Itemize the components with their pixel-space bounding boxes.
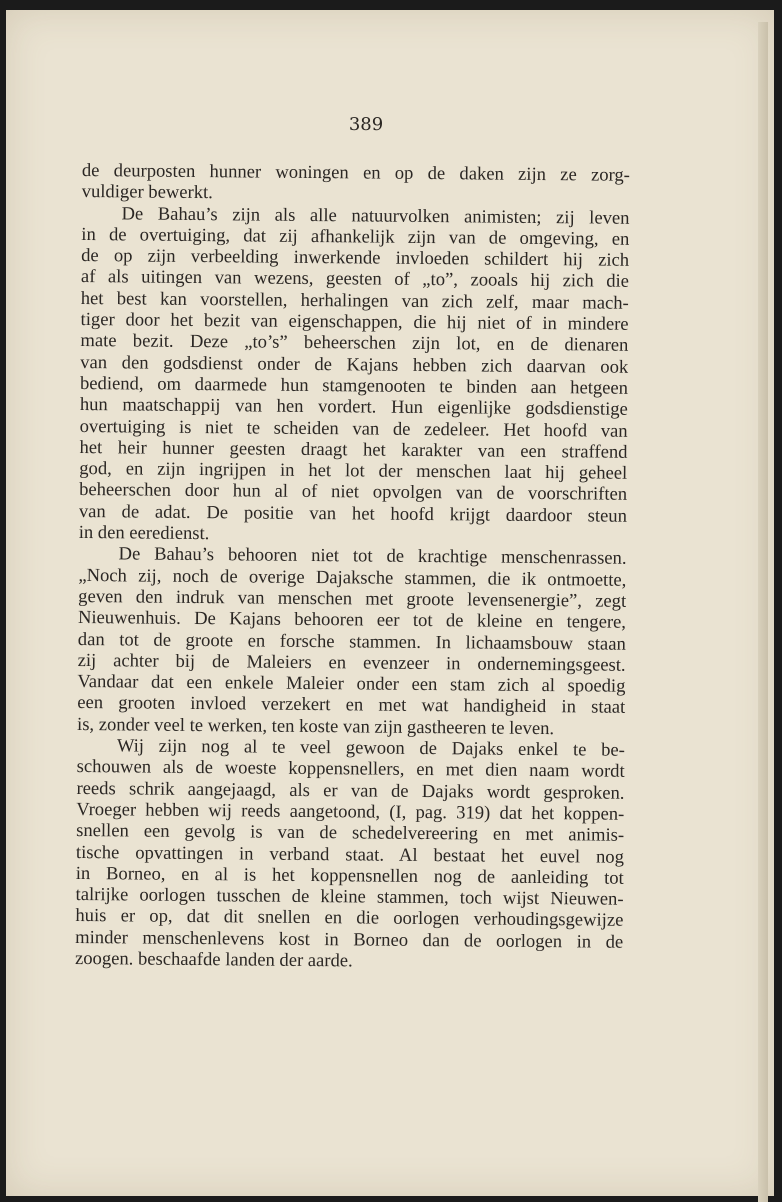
text-line: snellen een gevolg is van de schedelvereering en met animis- [76,820,625,846]
text-line: dan tot de groote en forsche stammen. In lichaamsbouw staan [77,628,626,655]
text-line: de op zijn verbeelding inwerkende invloeden schildert hij zich [81,245,630,271]
text-line: zij achter bij de Maleiers en evenzeer in ondernemingsgeest. [77,649,626,676]
text-line: schouwen als de woeste koppensnellers, en met dien naam wordt [76,756,625,783]
text-line: beheerschen door hun al of niet opvolgen van de voorschriften [79,479,628,506]
book-page [6,10,774,1196]
text-line: in de overtuiging, dat zij afhankelijk zijn van de omgeving, en [81,223,630,250]
text-line: het best kan voorstellen, herhalingen van zich zelf, maar mach- [80,287,629,314]
page-edge [758,22,768,1202]
paragraph [82,160,630,207]
text-line: Wij zijn nog al te veel gewoon de Dajaks enkel te be- [116,735,625,761]
text-line: Nieuwenhuis. De Kajans behooren eer tot de kleine en tengere, [77,607,627,633]
text-line: tiger door het bezit van eigenschappen, die hij niet of in mindere [80,309,629,335]
text-line: overtuiging is niet te scheiden van de zedeleer. Het hoofd van [79,415,628,442]
text-line: af als uitingen van wezens, geesten of „to”, zooals hij zich die [80,266,630,293]
text-line: „Noch zij, noch de overige Dajaksche stammen, die ik ontmoette, [78,564,627,591]
text-line: zoogen. beschaafde landen der aarde. [74,947,353,972]
body-text [75,160,630,974]
text-line: hun maatschappij van hen vordert. Hun eigenlijke godsdienstige [79,394,628,421]
text-line: huis er op, dat dit snellen en die oorlogen verhoudingsgewijze [75,905,624,932]
page-number: 389 [348,114,384,135]
text-line: minder menschenlevens kost in Borneo dan de oorlogen in de [75,926,624,953]
text-line: Vroeger hebben wij reeds aangetoond, (I, pag. 319) dat het koppen- [76,798,625,825]
text-line: reeds schrik aangejaagd, als er van de Dajaks wordt gesproken. [76,777,625,804]
text-line: tische opvattingen in verband staat. Al bestaat het euvel nog [75,841,625,868]
paragraph [75,735,625,974]
text-line: geven den indruk van menschen met groote levensenergie”, zegt [78,585,627,612]
text-line: god, en zijn ingrijpen in het lot der menschen laat hij geheel [79,458,628,484]
text-line: vuldiger bewerkt. [81,181,213,204]
text-line: in Borneo, en al is het koppensnellen nog de aanleiding tot [75,862,624,889]
text-line: in den eeredienst. [78,522,210,545]
text-line: van de adat. De positie van het hoofd krijgt daardoor steun [78,500,628,527]
text-line: een grooten invloed verzekert en met wat handigheid in staat [77,692,626,719]
paragraph [79,203,630,549]
text-line: is, zonder veel te werken, ten koste van zijn gastheeren te leven. [76,713,555,739]
paragraph [77,543,627,739]
text-line: van den godsdienst onder de Kajans hebben zich daarvan ook [80,351,629,378]
text-line: Vandaar dat een enkele Maleier onder een stam zich al spoedig [77,671,626,697]
text-line: talrijke oorlogen tusschen de kleine stammen, toch wijst Nieuwen- [75,884,624,910]
text-line: bediend, om daarmede hun stamgenooten te binden aan hetgeen [79,372,629,399]
text-line: het heir hunner geesten draagt het karakter van een straffend [79,436,628,463]
text-line: De Bahau’s zijn als alle natuurvolken animisten; zij leven [121,202,630,229]
text-line: De Bahau’s behooren niet tot de krachtige menschenrassen. [118,543,627,570]
text-line: mate bezit. Deze „to’s” beheerschen zijn lot, en de dienaren [80,330,629,357]
text-line: de deurposten hunner woningen en op de daken zijn ze zorg- [81,160,630,186]
